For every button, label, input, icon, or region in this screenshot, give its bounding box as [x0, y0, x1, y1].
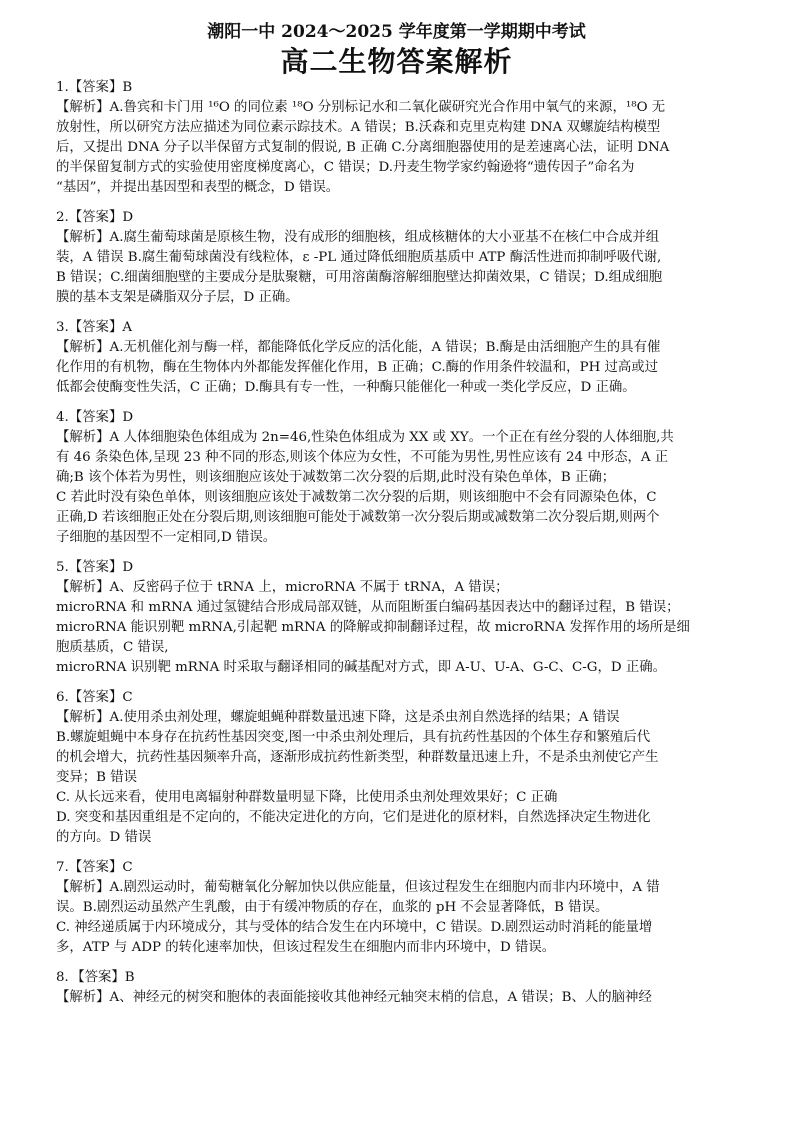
explanation-line: C. 从长远来看，使用电离辐射种群数量明显下降，比使用杀虫剂处理效果好；C 正确 — [56, 790, 558, 805]
answer-key: 2.【答案】D — [56, 210, 134, 225]
answer-item — [56, 858, 770, 958]
explanation-line: microRNA 和 mRNA 通过氢键结合形成局部双链，从而阻断蛋白编码基因表达中的翻译过程，B 错误； — [56, 600, 680, 615]
explanation-line: 有 46 条染色体,呈现 23 种不同的形态,则该个体应为女性，不可能为男性,男性应该有 24 中形态，A 正 — [56, 450, 669, 465]
answer-key: 6.【答案】C — [56, 690, 133, 705]
explanation-line: 多，ATP 与 ADP 的转化速率加快，但该过程发生在细胞内而非内环境中，D 错误。 — [56, 940, 556, 955]
answer-item — [56, 78, 770, 198]
explanation-line: “基因”，并提出基因型和表型的概念，D 错误。 — [56, 180, 340, 195]
answer-key: 4.【答案】D — [56, 410, 134, 425]
explanation-line: 的方向。D 错误 — [56, 830, 152, 845]
page-title: 高二生物答案解析 — [280, 45, 513, 78]
answer-list — [56, 78, 770, 1008]
answer-item — [56, 968, 770, 1008]
explanation-line: 的半保留复制方式的实验使用密度梯度离心，C 错误；D.丹麦生物学家约翰逊将“遗传因子”命名为 — [56, 160, 635, 175]
explanation-line: 【解析】A.剧烈运动时，葡萄糖氧化分解加快以供应能量，但该过程发生在细胞内而非内环境中，A 错 — [56, 880, 660, 895]
explanation-line: 【解析】A.腐生葡萄球菌是原核生物，没有成形的细胞核，组成核糖体的大小亚基不在核仁中合成并组 — [56, 230, 660, 245]
answer-item — [56, 208, 770, 308]
explanation-line: 正确,D 若该细胞正处在分裂后期,则该细胞可能处于减数第一次分裂后期或减数第二次分裂后期,则两个 — [56, 510, 660, 525]
answer-key: 7.【答案】C — [56, 860, 133, 875]
explanation-line: 误。B.剧烈运动虽然产生乳酸，由于有缓冲物质的存在，血浆的 pH 不会显著降低，B 错误。 — [56, 900, 609, 915]
explanation-line: 确;B 该个体若为男性，则该细胞应该处于减数第二次分裂的后期,此时没有染色单体，B 正确； — [56, 470, 616, 485]
explanation-line: C. 神经递质属于内环境成分，其与受体的结合发生在内环境中，C 错误。D.剧烈运动时消耗的能量增 — [56, 920, 653, 935]
exam-subtitle: 潮阳一中 2024～2025 学年度第一学期期中考试 — [207, 22, 586, 42]
explanation-line: 变异；B 错误 — [56, 770, 138, 785]
explanation-line: 装，A 错误 B.腐生葡萄球菌没有线粒体，ε -PL 通过降低细胞质基质中 ATP 酶活性进而抑制呼吸代谢, — [56, 250, 662, 265]
explanation-line: 子细胞的基因型不一定相同,D 错误。 — [56, 530, 277, 545]
explanation-line: 【解析】A.鲁宾和卡门用 ¹⁶O 的同位素 ¹⁸O 分别标记水和二氧化碳研究光合作用中氧气的来源，¹⁸O 无 — [56, 100, 666, 115]
explanation-line: D. 突变和基因重组是不定向的，不能决定进化的方向，它们是进化的原材料，自然选择决定生物进化 — [56, 810, 651, 825]
answer-item — [56, 688, 770, 848]
explanation-line: 低都会使酶变性失活，C 正确；D.酶具有专一性，一种酶只能催化一种或一类化学反应，D 正确。 — [56, 380, 636, 395]
explanation-line: C 若此时没有染色单体，则该细胞应该处于减数第二次分裂的后期，则该细胞中不会有同源染色体，C — [56, 490, 657, 505]
answer-item — [56, 408, 770, 548]
explanation-line: B.螺旋蛆蝇中本身存在抗药性基因突变,图一中杀虫剂处理后，具有抗药性基因的个体生存和繁殖后代 — [56, 730, 651, 745]
explanation-line: 【解析】A.无机催化剂与酶一样，都能降低化学反应的活化能，A 错误；B.酶是由活细胞产生的具有催 — [56, 340, 661, 355]
answer-item — [56, 318, 770, 398]
explanation-line: 后，又提出 DNA 分子以半保留方式复制的假说, B 正确 C.分离细胞器使用的是差速离心法，证明 DNA — [56, 140, 670, 155]
answer-key: 5.【答案】D — [56, 560, 134, 575]
explanation-line: microRNA 识别靶 mRNA 时采取与翻译相同的碱基配对方式，即 A-U、U-A、G-C、C-G，D 正确。 — [56, 660, 667, 675]
explanation-line: 的机会增大，抗药性基因频率升高，逐渐形成抗药性新类型，种群数量迅速上升，不是杀虫剂使它产生 — [56, 750, 659, 765]
answer-key: 8．【答案】B — [56, 970, 135, 985]
explanation-line: 【解析】A、神经元的树突和胞体的表面能接收其他神经元轴突末梢的信息，A 错误；B、人的脑神经 — [56, 990, 652, 1005]
explanation-line: 化作用的有机物，酶在生物体内外都能发挥催化作用，B 正确；C.酶的作用条件较温和，PH 过高或过 — [56, 360, 659, 375]
explanation-line: 胞质基质，C 错误, — [56, 640, 169, 655]
answer-key: 1.【答案】B — [56, 80, 133, 95]
explanation-line: B 错误；C.细菌细胞壁的主要成分是肽聚糖，可用溶菌酶溶解细胞壁达抑菌效果，C 错误；D.组成细胞 — [56, 270, 663, 285]
explanation-line: 放射性，所以研究方法应描述为同位素示踪技术。A 错误；B.沃森和克里克构建 DNA 双螺旋结构模型 — [56, 120, 661, 135]
explanation-line: 【解析】A.使用杀虫剂处理，螺旋蛆蝇种群数量迅速下降，这是杀虫剂自然选择的结果；A 错误 — [56, 710, 620, 725]
explanation-line: 【解析】A、反密码子位于 tRNA 上，microRNA 不属于 tRNA，A 错误； — [56, 580, 509, 595]
answer-key: 3.【答案】A — [56, 320, 133, 335]
explanation-line: microRNA 能识别靶 mRNA,引起靶 mRNA 的降解或抑制翻译过程，故 microRNA 发挥作用的场所是细 — [56, 620, 690, 635]
explanation-line: 膜的基本支架是磷脂双分子层，D 正确。 — [56, 290, 299, 305]
explanation-line: 【解析】A 人体细胞染色体组成为 2n=46,性染色体组成为 XX 或 XY。一个正在有丝分裂的人体细胞,共 — [56, 430, 674, 445]
answer-item — [56, 558, 770, 678]
